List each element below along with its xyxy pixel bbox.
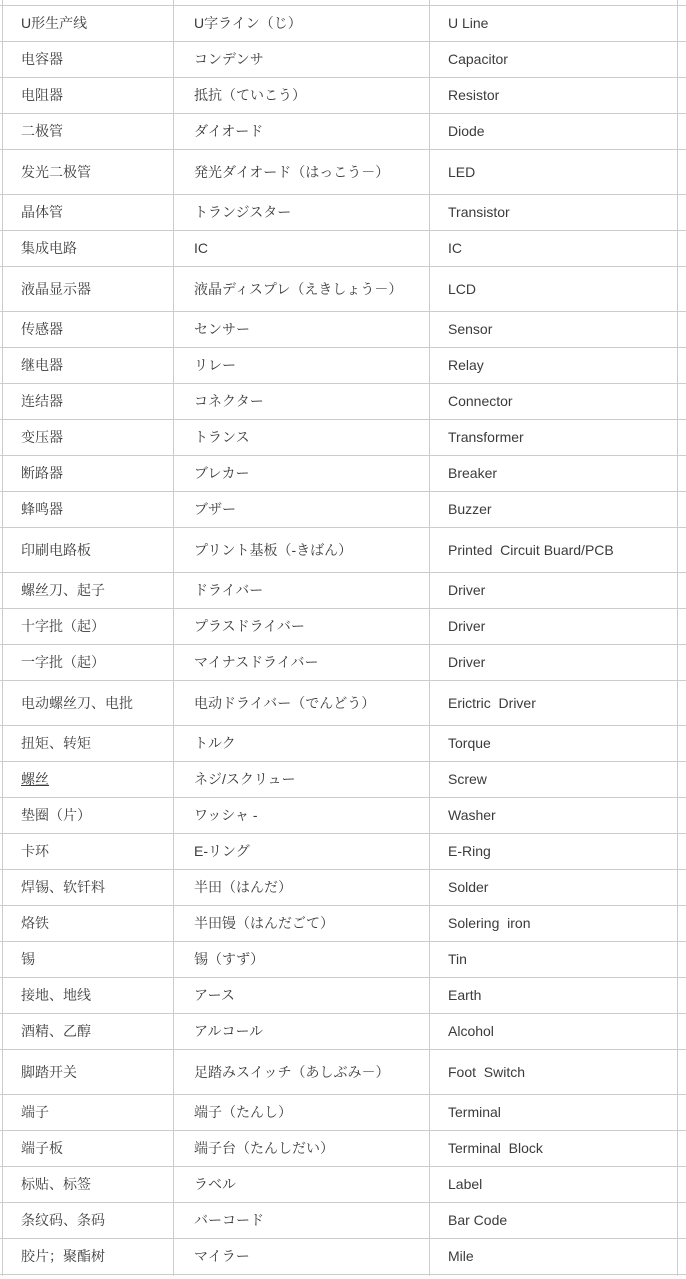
cell-english: Capacitor <box>448 51 508 68</box>
cell-japanese: トランジスター <box>194 204 292 221</box>
table-row <box>0 150 686 195</box>
cell-chinese: 继电器 <box>21 357 63 374</box>
table-row <box>0 1014 686 1050</box>
table-row <box>0 492 686 528</box>
table-row <box>0 798 686 834</box>
cell-chinese: 晶体管 <box>21 204 63 221</box>
table-row <box>0 870 686 906</box>
table-row <box>0 1203 686 1239</box>
cell-english: LCD <box>448 280 477 297</box>
table-row <box>0 1050 686 1095</box>
table-row <box>0 195 686 231</box>
table-row <box>0 231 686 267</box>
cell-japanese: センサー <box>194 321 250 338</box>
cell-chinese: 断路器 <box>21 465 63 482</box>
cell-japanese: ラベル <box>194 1176 236 1193</box>
cell-english: Erictric Driver <box>448 694 536 711</box>
cell-english: Foot Switch <box>448 1063 526 1080</box>
cell-chinese: 锡 <box>21 951 35 968</box>
cell-english: Sensor <box>448 321 493 338</box>
table-row <box>0 42 686 78</box>
cell-japanese: 抵抗（ていこう） <box>194 87 306 104</box>
cell-japanese: ブレカー <box>194 465 250 482</box>
cell-chinese: 发光二极管 <box>21 163 91 180</box>
table-row <box>0 348 686 384</box>
cell-english: Bar Code <box>448 1212 508 1229</box>
cell-english: E-Ring <box>448 843 491 860</box>
cell-chinese: 一字批（起） <box>21 654 105 671</box>
table-row <box>0 420 686 456</box>
cell-english: Screw <box>448 771 487 788</box>
table-row <box>0 78 686 114</box>
cell-japanese: プラスドライバー <box>194 618 305 635</box>
cell-chinese: 变压器 <box>21 429 63 446</box>
cell-english: Buzzer <box>448 501 492 518</box>
cell-chinese: 条纹码、条码 <box>21 1212 105 1229</box>
cell-english: Solering iron <box>448 915 531 932</box>
cell-japanese: 足踏みスイッチ（あしぶみ－） <box>194 1063 390 1080</box>
cell-english: Label <box>448 1176 483 1193</box>
table-row <box>0 456 686 492</box>
cell-japanese: マイラー <box>194 1248 250 1265</box>
table-row <box>0 726 686 762</box>
column-border-left <box>2 0 3 1276</box>
table-row <box>0 942 686 978</box>
cell-japanese: 端子台（たんしだい） <box>194 1140 334 1157</box>
cell-chinese: 电容器 <box>21 51 63 68</box>
cell-chinese: 焊锡、软钎料 <box>21 879 105 896</box>
cell-english: Terminal <box>448 1104 501 1121</box>
cell-japanese: 発光ダイオード（はっこう－） <box>194 163 390 180</box>
cell-japanese: 液晶ディスプレ（えきしょう－） <box>194 280 403 297</box>
cell-english: IC <box>448 240 462 257</box>
cell-english: LED <box>448 163 476 180</box>
table-row <box>0 384 686 420</box>
column-border-2 <box>429 0 430 1276</box>
table-row <box>0 528 686 573</box>
cell-japanese: トルク <box>194 735 236 752</box>
cell-chinese: 液晶显示器 <box>21 280 91 297</box>
cell-japanese: E-リング <box>194 843 250 860</box>
table-row <box>0 1167 686 1203</box>
cell-chinese: 蜂鸣器 <box>21 501 63 518</box>
cell-english: Driver <box>448 582 486 599</box>
cell-japanese: アルコール <box>194 1023 264 1040</box>
cell-chinese: 扭矩、转矩 <box>21 735 91 752</box>
cell-japanese: コンデンサ <box>194 51 264 68</box>
cell-english: Driver <box>448 618 486 635</box>
cell-japanese: リレー <box>194 357 236 374</box>
table-row <box>0 834 686 870</box>
table-row <box>0 978 686 1014</box>
cell-english: Terminal Block <box>448 1140 543 1157</box>
cell-japanese: トランス <box>194 429 250 446</box>
cell-japanese: ドライバー <box>194 582 264 599</box>
cell-english: Transistor <box>448 204 510 221</box>
table-row <box>0 267 686 312</box>
cell-english: Earth <box>448 987 482 1004</box>
cell-japanese: 端子（たんし） <box>194 1104 292 1121</box>
cell-chinese: 卡环 <box>21 843 49 860</box>
cell-japanese: バーコード <box>194 1212 264 1229</box>
cell-japanese: U字ライン（じ） <box>194 15 302 32</box>
cell-chinese: 电动螺丝刀、电批 <box>21 694 133 711</box>
cell-japanese: 锡（すず） <box>194 951 265 968</box>
cell-japanese: 电动ドライバー（でんどう） <box>194 694 376 711</box>
cell-chinese: 脚踏开关 <box>21 1063 77 1080</box>
cell-japanese: 半田（はんだ） <box>194 879 292 896</box>
table-row <box>0 1239 686 1275</box>
cell-english: Diode <box>448 123 485 140</box>
cell-japanese: ブザー <box>194 501 236 518</box>
cell-english: Breaker <box>448 465 498 482</box>
cell-english: Alcohol <box>448 1023 494 1040</box>
cell-english: Washer <box>448 807 496 824</box>
cell-english: Driver <box>448 654 486 671</box>
cell-japanese: マイナスドライバー <box>194 654 319 671</box>
table-row <box>0 645 686 681</box>
cell-english: Resistor <box>448 87 500 104</box>
table-row <box>0 1131 686 1167</box>
cell-chinese: 螺丝 <box>21 771 49 788</box>
cell-english: Mile <box>448 1248 474 1265</box>
cell-chinese: 螺丝刀、起子 <box>21 582 105 599</box>
cell-chinese: 集成电路 <box>21 240 77 257</box>
cell-chinese: 传感器 <box>21 321 63 338</box>
table-rows-container <box>0 6 686 1275</box>
table-row <box>0 1095 686 1131</box>
cell-chinese: 烙铁 <box>21 915 49 932</box>
table-row <box>0 573 686 609</box>
cell-english: Transformer <box>448 429 524 446</box>
cell-chinese: 胶片；聚酯树 <box>21 1248 105 1265</box>
cell-chinese: 电阻器 <box>21 87 63 104</box>
cell-japanese: IC <box>194 240 208 257</box>
cell-japanese: プリント基板（‐きばん） <box>194 541 353 558</box>
table-row <box>0 6 686 42</box>
table-row <box>0 114 686 150</box>
cell-chinese: 二极管 <box>21 123 63 140</box>
cell-chinese: 垫圈（片） <box>21 807 91 824</box>
table-row <box>0 762 686 798</box>
cell-chinese: U形生产线 <box>21 15 88 32</box>
cell-chinese: 接地、地线 <box>21 987 91 1004</box>
cell-english: Torque <box>448 735 491 752</box>
cell-chinese: 标贴、标签 <box>21 1176 91 1193</box>
cell-chinese: 连结器 <box>21 393 63 410</box>
cell-english: Tin <box>448 951 467 968</box>
cell-english: Printed Circuit Buard/PCB <box>448 541 614 558</box>
cell-japanese: ワッシャ - <box>194 807 258 824</box>
cell-japanese: 半田镘（はんだごて） <box>194 915 334 932</box>
cell-japanese: ダイオード <box>194 123 264 140</box>
cell-chinese: 端子 <box>21 1104 49 1121</box>
table-row <box>0 681 686 726</box>
cell-japanese: アース <box>194 987 235 1004</box>
cell-english: Relay <box>448 357 484 374</box>
cell-english: Solder <box>448 879 489 896</box>
cell-chinese: 酒精、乙醇 <box>21 1023 91 1040</box>
cell-chinese: 十字批（起） <box>21 618 105 635</box>
table-row <box>0 609 686 645</box>
cell-chinese: 印刷电路板 <box>21 541 91 558</box>
cell-english: U Line <box>448 15 489 32</box>
column-border-1 <box>173 0 174 1276</box>
cell-english: Connector <box>448 393 513 410</box>
column-border-right <box>677 0 678 1276</box>
table-row <box>0 906 686 942</box>
cell-japanese: ネジ/スクリュー <box>194 771 296 788</box>
cell-japanese: コネクター <box>194 393 264 410</box>
table-row <box>0 312 686 348</box>
cell-chinese: 端子板 <box>21 1140 63 1157</box>
